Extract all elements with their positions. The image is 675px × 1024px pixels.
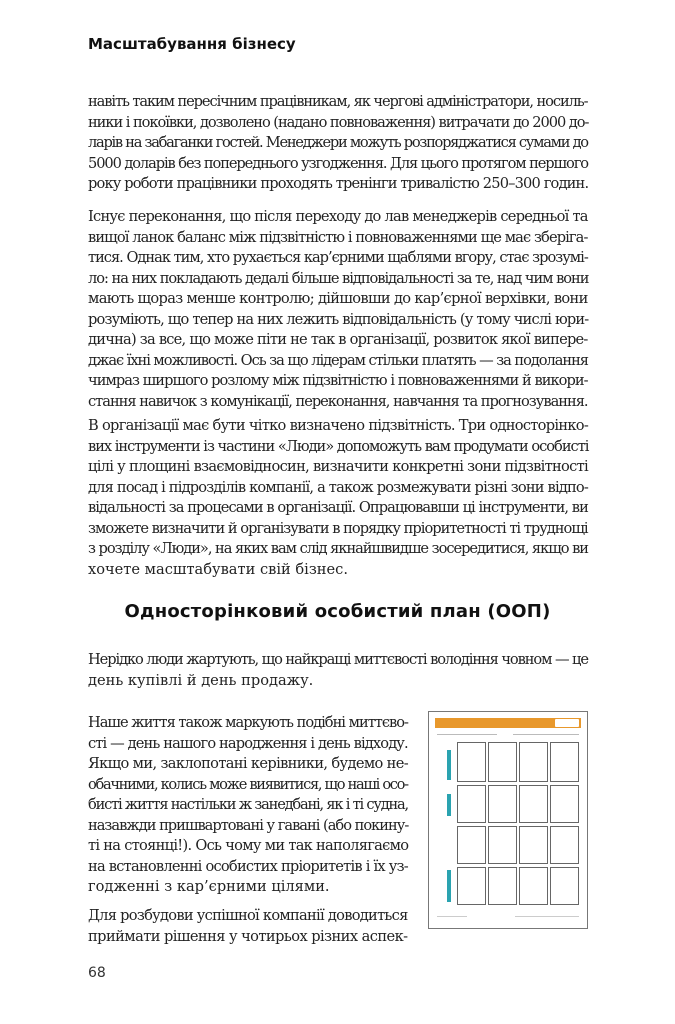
paragraph-2 — [88, 207, 588, 412]
text-line: для посад і підрозділів компанії, а також розмежувати різні зони відпо- — [88, 478, 589, 496]
text-line: ті на стоянці!). Ось чому ми так наполягаємо — [88, 837, 409, 854]
text-line: стання навичок з комунікації, переконання, навчання та прогнозування. — [88, 392, 588, 410]
form-cell — [457, 785, 486, 823]
text-line: ники і покоївки, дозволено (надано повноваження) витрачати до 2000 до- — [88, 113, 589, 131]
page-number: 68 — [88, 965, 106, 981]
form-footer-line — [437, 916, 467, 917]
text-line: зможете визначити й організувати в порядку пріоритетності ті труднощі — [88, 519, 588, 537]
form-cell — [550, 785, 579, 823]
form-cell — [488, 867, 517, 905]
section-title: Односторінковий особистий план (ООП) — [124, 601, 551, 622]
text-line: з розділу «Люди», на яких вам слід якнайшвидше зосередитися, якщо ви — [88, 540, 588, 557]
form-accent-bar — [447, 794, 451, 816]
text-line: відальності за процесами в організації. Опрацювавши ці інструменти, ви — [88, 499, 588, 516]
form-cell — [550, 742, 579, 782]
text-line: назавжди пришвартовані у гавані (або покину- — [88, 816, 409, 834]
text-line: сті — день нашого народження і день відходу. — [88, 734, 408, 752]
text-line: день купівлі й день продажу. — [88, 671, 314, 689]
text-line: вищої ланок баланс між підзвітністю і повноваженнями ще має зберіга- — [88, 228, 588, 246]
form-header-bar — [435, 718, 581, 728]
form-cell — [519, 785, 548, 823]
text-line: тися. Однак тим, хто рухається кар’єрними щаблями вгору, стає зрозумі- — [88, 249, 588, 266]
form-cell — [488, 742, 517, 782]
text-line: джає їхні можливості. Ось за що лідерам стільки платять — за подолання — [88, 351, 588, 369]
text-line: мають щораз менше контролю; дійшовши до кар’єрної верхівки, вони — [88, 290, 588, 307]
form-cell — [488, 826, 517, 864]
text-line: Для розбудови успішної компанії доводиться — [88, 907, 408, 924]
text-line: навіть таким пересічним працівникам, як чергові адміністратори, носиль- — [88, 93, 588, 110]
paragraph-5 — [88, 713, 408, 898]
text-line: Наше життя також маркують подібні миттєво- — [88, 714, 408, 731]
form-thumbnail-icon — [435, 718, 581, 922]
form-footer-line — [515, 916, 579, 917]
form-cell — [488, 785, 517, 823]
form-grid — [435, 742, 581, 912]
text-line: Існує переконання, що після переходу до лав менеджерів середньої та — [88, 208, 588, 225]
text-line: В організації має бути чітко визначено підзвітність. Три односторінко- — [88, 417, 589, 434]
text-line: чимраз ширшого розлому між підзвітністю і повноваженнями й викори- — [88, 372, 588, 389]
text-line: Якщо ми, заклопотані керівники, будемо не- — [88, 755, 409, 772]
text-line: на встановленні особистих пріоритетів і їх уз- — [88, 857, 408, 875]
form-accent-bar — [447, 870, 451, 902]
text-line: дична) за все, що може піти не так в організації, розвиток якої випере- — [88, 331, 588, 348]
paragraph-1 — [88, 92, 588, 195]
form-cell — [457, 867, 486, 905]
form-cell — [550, 867, 579, 905]
text-line: цілі у площині взаємовідносин, визначити конкретні зони підзвітності — [88, 458, 588, 475]
form-cell — [519, 826, 548, 864]
text-line: 5000 доларів без попереднього узгодження. Для цього протягом першого — [88, 154, 588, 172]
form-field-line — [513, 734, 579, 735]
form-cell — [457, 826, 486, 864]
form-cell — [519, 742, 548, 782]
text-line: ларів на забаганки гостей. Менеджери можуть розпоряджатися сумами до — [88, 134, 588, 151]
text-line: Нерідко люди жартують, що найкращі миттєвості володіння човном — це — [88, 651, 588, 668]
text-line: розуміють, що тепер на них лежить відповідальність (у тому числі юри- — [88, 310, 589, 328]
form-cell — [519, 867, 548, 905]
text-line: вих інструменти із частини «Люди» допоможуть вам продумати особисті — [88, 437, 589, 455]
form-field-line — [437, 734, 497, 735]
form-logo — [555, 719, 579, 727]
text-line: годженні з кар’єрними цілями. — [88, 878, 330, 895]
form-accent-bar — [447, 750, 451, 780]
text-line: ло: на них покладають дедалі більше відповідальності за те, над чим вони — [88, 269, 589, 287]
text-line: року роботи працівники проходять тренінги тривалістю 250–300 годин. — [88, 175, 589, 192]
text-line: приймати рішення у чотирьох різних аспек- — [88, 927, 408, 945]
paragraph-4 — [88, 650, 588, 691]
running-head: Масштабування бізнесу — [88, 35, 296, 53]
paragraph-3 — [88, 416, 588, 580]
text-line: бисті життя настільки ж занедбані, як і ті судна, — [88, 796, 408, 813]
form-thumbnail-image — [428, 711, 588, 929]
form-cell — [550, 826, 579, 864]
text-line: хочете масштабувати свій бізнес. — [88, 560, 348, 578]
form-cell — [457, 742, 486, 782]
paragraph-6 — [88, 906, 408, 947]
text-line: обачними, колись може виявитися, що наші осо- — [88, 775, 408, 793]
